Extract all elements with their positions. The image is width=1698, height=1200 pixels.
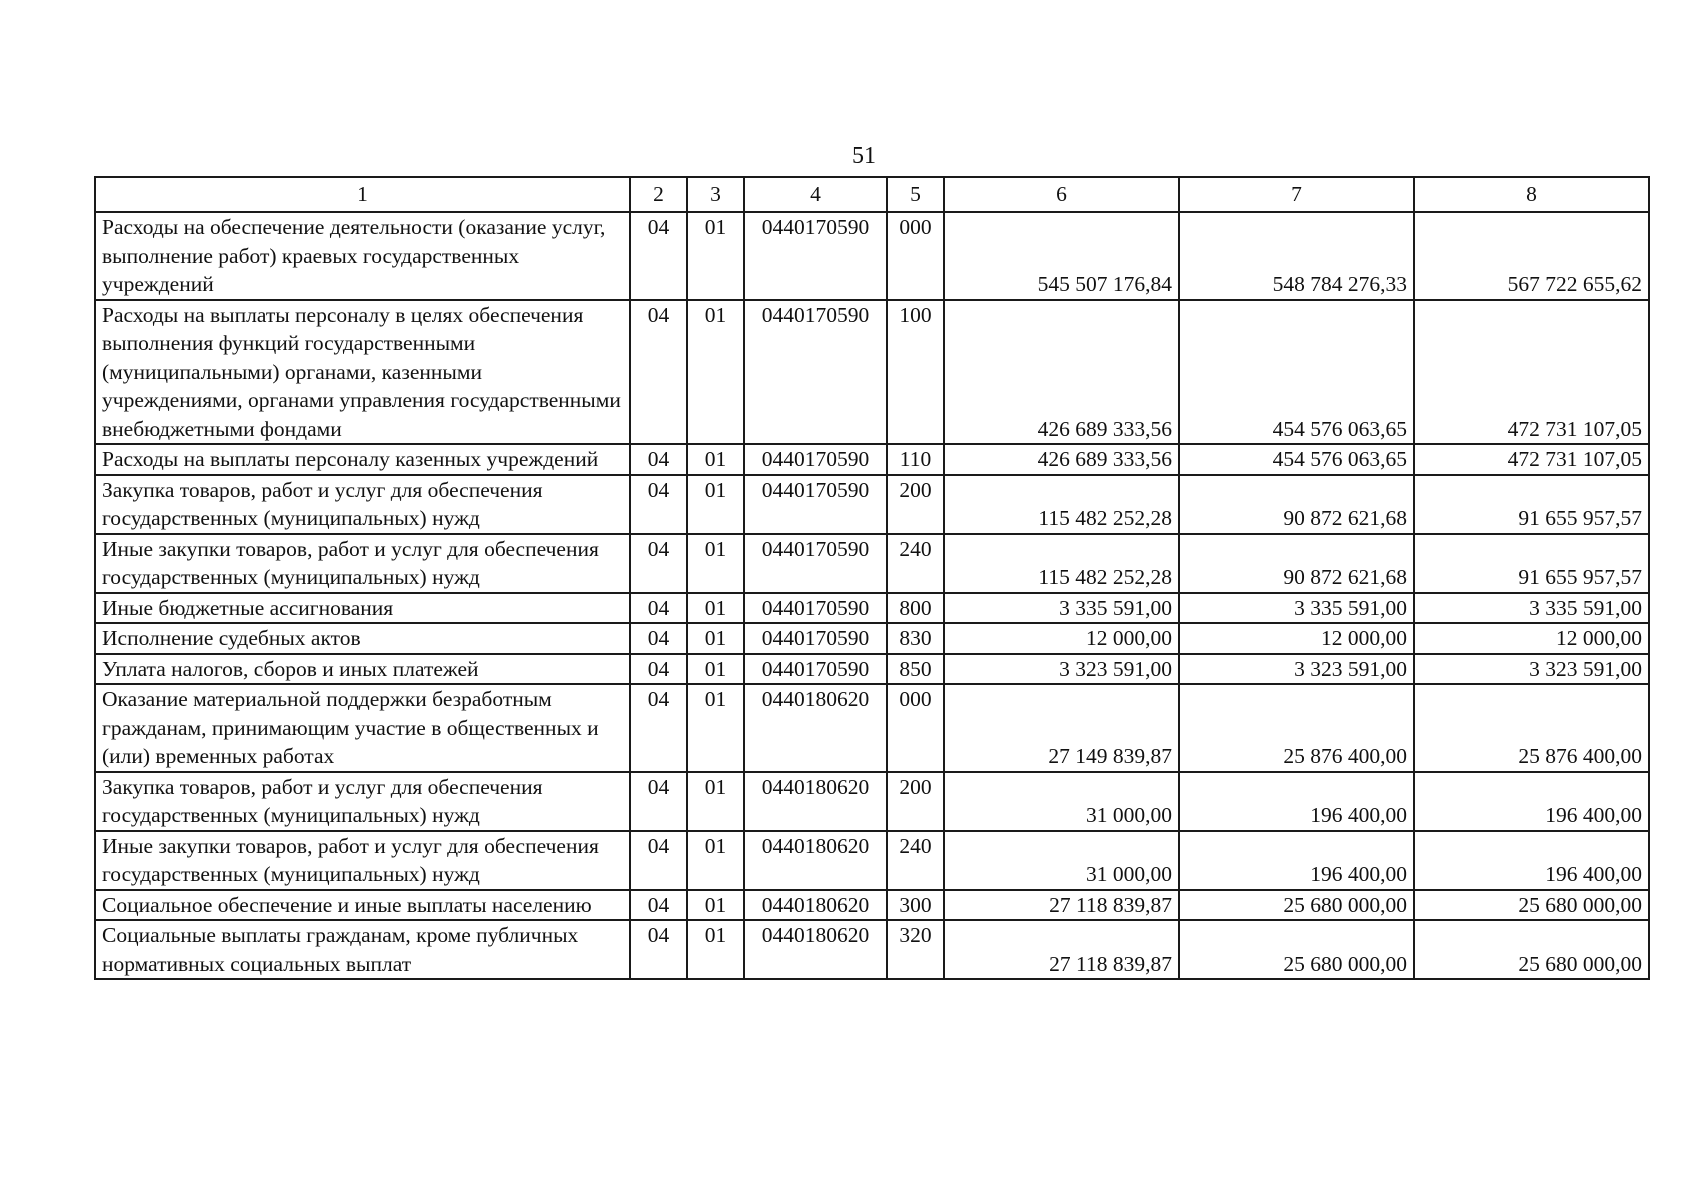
expense-name: Оказание материальной поддержки безработным гражданам, принимающим участие в общественных и (или) временных работах — [95, 684, 630, 772]
column-header-1: 1 — [95, 177, 630, 212]
expense-type-code: 000 — [887, 212, 944, 300]
section-code: 04 — [630, 475, 687, 534]
expense-name: Расходы на обеспечение деятельности (оказание услуг, выполнение работ) краевых государственных учреждений — [95, 212, 630, 300]
table-row — [95, 654, 1649, 685]
expense-type-code: 200 — [887, 772, 944, 831]
amount-column-8: 91 655 957,57 — [1414, 534, 1649, 593]
target-article-code: 0440170590 — [744, 475, 887, 534]
subsection-code: 01 — [687, 920, 744, 979]
section-code: 04 — [630, 623, 687, 654]
column-header-3: 3 — [687, 177, 744, 212]
subsection-code: 01 — [687, 444, 744, 475]
table-row — [95, 831, 1649, 890]
column-header-6: 6 — [944, 177, 1179, 212]
expense-name: Иные бюджетные ассигнования — [95, 593, 630, 624]
expense-name: Расходы на выплаты персоналу в целях обеспечения выполнения функций государственными (муниципальными) органами, казенными учреждениями, органами управления государственными внебюджетными фондами — [95, 300, 630, 445]
amount-column-7: 25 680 000,00 — [1179, 920, 1414, 979]
amount-column-7: 25 680 000,00 — [1179, 890, 1414, 921]
amount-column-6: 27 149 839,87 — [944, 684, 1179, 772]
amount-column-8: 25 680 000,00 — [1414, 920, 1649, 979]
column-header-8: 8 — [1414, 177, 1649, 212]
target-article-code: 0440170590 — [744, 593, 887, 624]
table-row — [95, 684, 1649, 772]
subsection-code: 01 — [687, 654, 744, 685]
amount-column-6: 27 118 839,87 — [944, 920, 1179, 979]
amount-column-6: 3 335 591,00 — [944, 593, 1179, 624]
amount-column-7: 90 872 621,68 — [1179, 475, 1414, 534]
table-row — [95, 212, 1649, 300]
expense-type-code: 100 — [887, 300, 944, 445]
subsection-code: 01 — [687, 593, 744, 624]
expense-type-code: 200 — [887, 475, 944, 534]
amount-column-6: 115 482 252,28 — [944, 475, 1179, 534]
target-article-code: 0440170590 — [744, 300, 887, 445]
expense-type-code: 240 — [887, 831, 944, 890]
amount-column-8: 3 323 591,00 — [1414, 654, 1649, 685]
subsection-code: 01 — [687, 534, 744, 593]
target-article-code: 0440180620 — [744, 890, 887, 921]
table-row — [95, 534, 1649, 593]
header-row — [95, 177, 1649, 212]
table-row — [95, 444, 1649, 475]
table-body — [95, 212, 1649, 979]
amount-column-6: 31 000,00 — [944, 831, 1179, 890]
amount-column-8: 3 335 591,00 — [1414, 593, 1649, 624]
amount-column-7: 196 400,00 — [1179, 831, 1414, 890]
target-article-code: 0440170590 — [744, 623, 887, 654]
target-article-code: 0440180620 — [744, 920, 887, 979]
expense-name: Социальное обеспечение и иные выплаты населению — [95, 890, 630, 921]
expense-name: Расходы на выплаты персоналу казенных учреждений — [95, 444, 630, 475]
amount-column-8: 12 000,00 — [1414, 623, 1649, 654]
section-code: 04 — [630, 831, 687, 890]
amount-column-7: 3 335 591,00 — [1179, 593, 1414, 624]
section-code: 04 — [630, 920, 687, 979]
amount-column-8: 91 655 957,57 — [1414, 475, 1649, 534]
table-row — [95, 920, 1649, 979]
expense-type-code: 300 — [887, 890, 944, 921]
column-header-2: 2 — [630, 177, 687, 212]
page-number: 51 — [852, 143, 876, 169]
budget-table — [94, 176, 1650, 980]
expense-type-code: 240 — [887, 534, 944, 593]
table-row — [95, 593, 1649, 624]
target-article-code: 0440180620 — [744, 772, 887, 831]
target-article-code: 0440180620 — [744, 684, 887, 772]
subsection-code: 01 — [687, 623, 744, 654]
section-code: 04 — [630, 593, 687, 624]
amount-column-6: 115 482 252,28 — [944, 534, 1179, 593]
expense-name: Социальные выплаты гражданам, кроме публичных нормативных социальных выплат — [95, 920, 630, 979]
expense-name: Уплата налогов, сборов и иных платежей — [95, 654, 630, 685]
table-row — [95, 890, 1649, 921]
target-article-code: 0440170590 — [744, 534, 887, 593]
amount-column-6: 545 507 176,84 — [944, 212, 1179, 300]
expense-type-code: 800 — [887, 593, 944, 624]
expense-name: Закупка товаров, работ и услуг для обеспечения государственных (муниципальных) нужд — [95, 475, 630, 534]
section-code: 04 — [630, 212, 687, 300]
section-code: 04 — [630, 654, 687, 685]
expense-type-code: 830 — [887, 623, 944, 654]
column-header-5: 5 — [887, 177, 944, 212]
expense-type-code: 110 — [887, 444, 944, 475]
amount-column-7: 12 000,00 — [1179, 623, 1414, 654]
amount-column-6: 27 118 839,87 — [944, 890, 1179, 921]
subsection-code: 01 — [687, 684, 744, 772]
subsection-code: 01 — [687, 475, 744, 534]
amount-column-7: 90 872 621,68 — [1179, 534, 1414, 593]
amount-column-7: 548 784 276,33 — [1179, 212, 1414, 300]
target-article-code: 0440180620 — [744, 831, 887, 890]
amount-column-6: 426 689 333,56 — [944, 444, 1179, 475]
subsection-code: 01 — [687, 772, 744, 831]
subsection-code: 01 — [687, 831, 744, 890]
subsection-code: 01 — [687, 300, 744, 445]
amount-column-6: 3 323 591,00 — [944, 654, 1179, 685]
target-article-code: 0440170590 — [744, 654, 887, 685]
table-row — [95, 623, 1649, 654]
table-header — [95, 177, 1649, 212]
amount-column-8: 472 731 107,05 — [1414, 444, 1649, 475]
expense-name: Иные закупки товаров, работ и услуг для обеспечения государственных (муниципальных) нужд — [95, 534, 630, 593]
target-article-code: 0440170590 — [744, 444, 887, 475]
amount-column-8: 196 400,00 — [1414, 831, 1649, 890]
table-row — [95, 475, 1649, 534]
amount-column-7: 25 876 400,00 — [1179, 684, 1414, 772]
expense-name: Закупка товаров, работ и услуг для обеспечения государственных (муниципальных) нужд — [95, 772, 630, 831]
section-code: 04 — [630, 890, 687, 921]
subsection-code: 01 — [687, 890, 744, 921]
expense-type-code: 000 — [887, 684, 944, 772]
target-article-code: 0440170590 — [744, 212, 887, 300]
amount-column-6: 426 689 333,56 — [944, 300, 1179, 445]
table-row — [95, 772, 1649, 831]
table-row — [95, 300, 1649, 445]
expense-name: Исполнение судебных актов — [95, 623, 630, 654]
amount-column-8: 472 731 107,05 — [1414, 300, 1649, 445]
section-code: 04 — [630, 772, 687, 831]
amount-column-8: 25 680 000,00 — [1414, 890, 1649, 921]
expense-type-code: 320 — [887, 920, 944, 979]
column-header-4: 4 — [744, 177, 887, 212]
subsection-code: 01 — [687, 212, 744, 300]
amount-column-7: 196 400,00 — [1179, 772, 1414, 831]
amount-column-8: 25 876 400,00 — [1414, 684, 1649, 772]
expense-name: Иные закупки товаров, работ и услуг для обеспечения государственных (муниципальных) нужд — [95, 831, 630, 890]
amount-column-6: 31 000,00 — [944, 772, 1179, 831]
amount-column-7: 454 576 063,65 — [1179, 444, 1414, 475]
amount-column-6: 12 000,00 — [944, 623, 1179, 654]
expense-type-code: 850 — [887, 654, 944, 685]
amount-column-7: 3 323 591,00 — [1179, 654, 1414, 685]
amount-column-7: 454 576 063,65 — [1179, 300, 1414, 445]
section-code: 04 — [630, 534, 687, 593]
amount-column-8: 567 722 655,62 — [1414, 212, 1649, 300]
section-code: 04 — [630, 444, 687, 475]
column-header-7: 7 — [1179, 177, 1414, 212]
amount-column-8: 196 400,00 — [1414, 772, 1649, 831]
section-code: 04 — [630, 300, 687, 445]
section-code: 04 — [630, 684, 687, 772]
